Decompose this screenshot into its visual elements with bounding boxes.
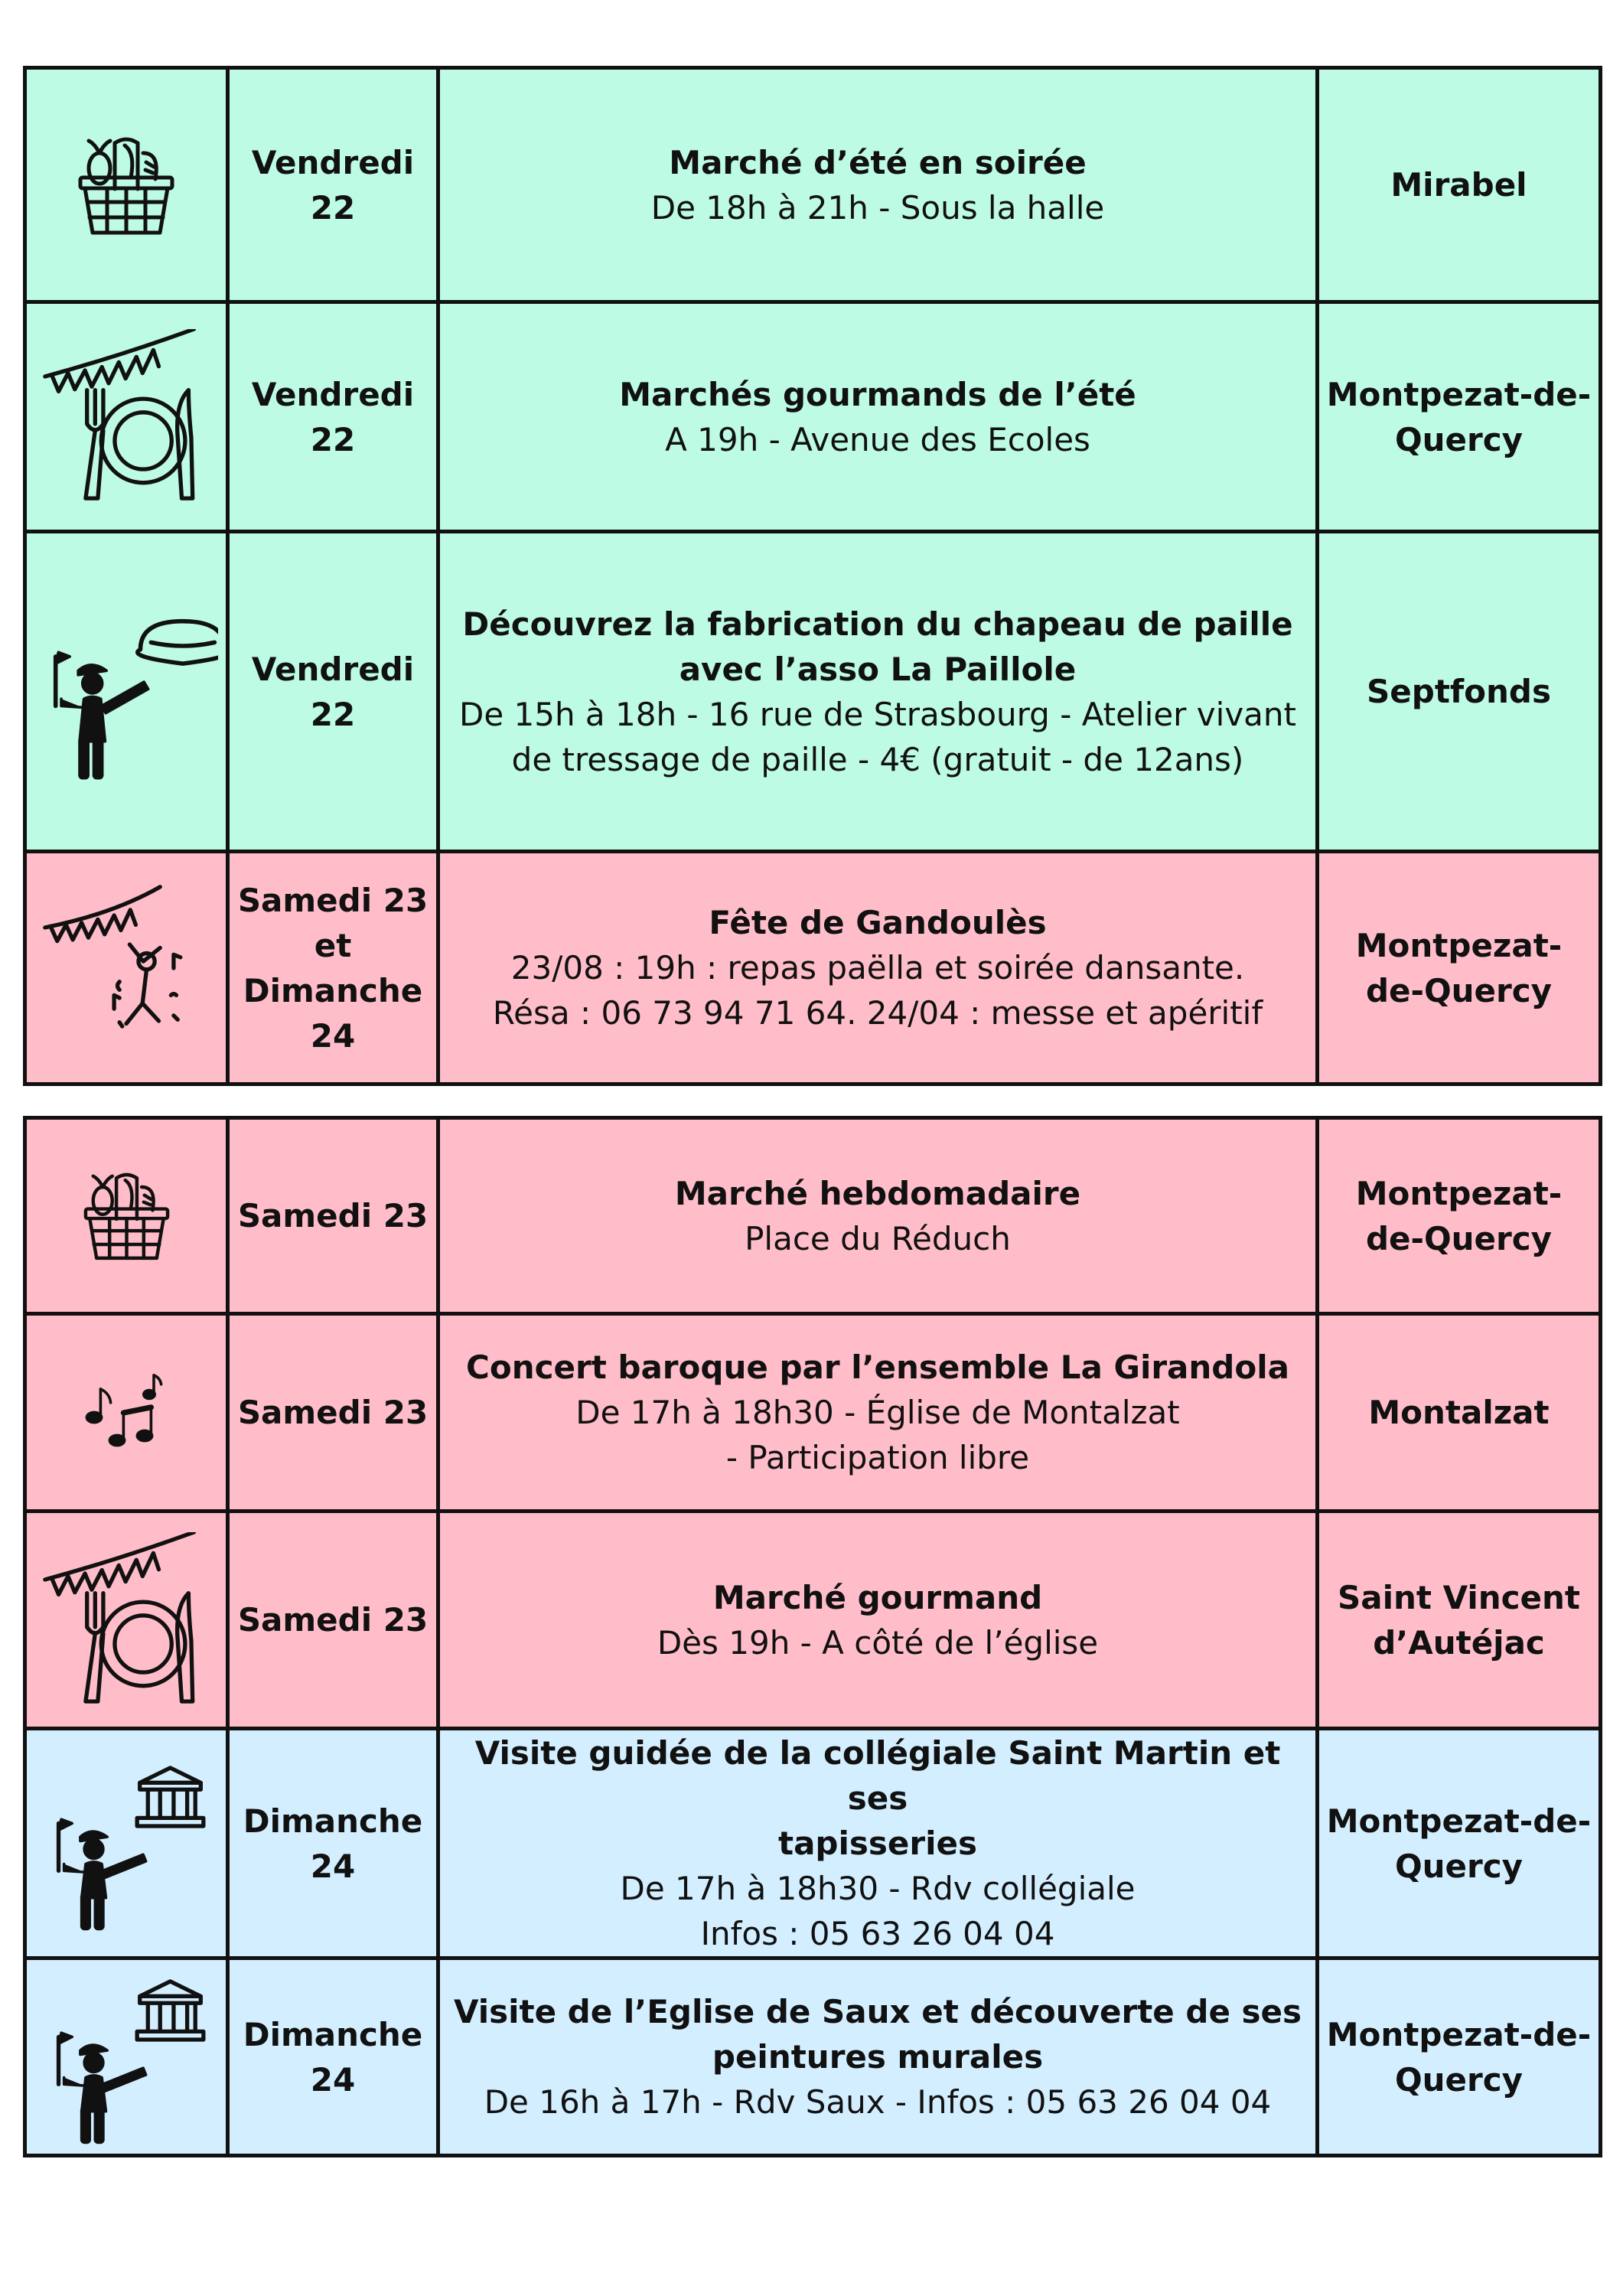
- event-location: Mirabel: [1318, 68, 1601, 302]
- event-icon-cell: [25, 1512, 228, 1729]
- event-location: Montpezat-de- Quercy: [1318, 1958, 1601, 2156]
- event-location: Montpezat- de-Quercy: [1318, 1118, 1601, 1314]
- event-title: Marchés gourmands de l’été: [619, 375, 1136, 413]
- event-description: [438, 68, 1318, 302]
- event-details-line2: Résa : 06 73 94 71 64. 24/04 : messe et apéritif: [492, 994, 1263, 1032]
- event-location: Septfonds: [1318, 532, 1601, 852]
- event-title-line2: avec l’asso La Paillole: [679, 650, 1077, 688]
- event-row: [25, 852, 1601, 1084]
- market-basket-icon: [73, 132, 180, 239]
- event-details-line2: Infos : 05 63 26 04 04: [700, 1915, 1055, 1952]
- event-date: Dimanche 24: [228, 1729, 438, 1958]
- events-table-bottom: [23, 1116, 1602, 2157]
- event-row: [25, 1314, 1601, 1512]
- event-icon-cell: [25, 68, 228, 302]
- event-description: [438, 1118, 1318, 1314]
- event-title: Marché hebdomadaire: [674, 1174, 1081, 1212]
- event-description: [438, 532, 1318, 852]
- event-details: 23/08 : 19h : repas paëlla et soirée dansante.: [510, 949, 1245, 987]
- event-description: [438, 302, 1318, 532]
- event-icon-cell: [25, 1118, 228, 1314]
- event-description: [438, 1512, 1318, 1729]
- event-details: De 17h à 18h30 - Rdv collégiale: [620, 1870, 1136, 1907]
- event-description: [438, 1729, 1318, 1958]
- gourmet-plate-icon: [38, 1532, 214, 1708]
- guide-hat-icon: [34, 600, 218, 784]
- event-row: [25, 1958, 1601, 2156]
- event-row: [25, 68, 1601, 302]
- music-notes-icon: [80, 1367, 172, 1459]
- event-date: Dimanche 24: [228, 1958, 438, 2156]
- event-title: Visite de l’Eglise de Saux et découverte de ses: [453, 1993, 1302, 2030]
- event-title: Marché gourmand: [712, 1578, 1043, 1616]
- event-title-line2: tapisseries: [778, 1825, 977, 1862]
- market-basket-icon: [79, 1168, 174, 1264]
- event-title: Fête de Gandoulès: [709, 904, 1047, 941]
- event-date: Vendredi 22: [228, 532, 438, 852]
- event-details: Dès 19h - A côté de l’église: [657, 1623, 1099, 1662]
- event-location: Montpezat-de- Quercy: [1318, 1729, 1601, 1958]
- event-date: Vendredi 22: [228, 302, 438, 532]
- event-location: Montalzat: [1318, 1314, 1601, 1512]
- event-icon-cell: [25, 532, 228, 852]
- guide-monument-icon: [38, 1969, 214, 2145]
- event-details: De 15h à 18h - 16 rue de Strasbourg - Atelier vivant: [458, 695, 1296, 733]
- guide-monument-icon: [38, 1756, 214, 1932]
- event-description: [438, 1958, 1318, 2156]
- event-icon-cell: [25, 852, 228, 1084]
- event-row: [25, 302, 1601, 532]
- event-description: [438, 1314, 1318, 1512]
- party-dancer-icon: [38, 880, 214, 1056]
- event-row: [25, 1729, 1601, 1958]
- gourmet-plate-icon: [38, 329, 214, 505]
- event-details: Place du Réduch: [745, 1219, 1011, 1257]
- event-details: De 16h à 17h - Rdv Saux - Infos : 05 63 26 04 04: [484, 2083, 1272, 2121]
- event-title: Visite guidée de la collégiale Saint Martin et ses: [474, 1734, 1281, 1817]
- event-row: [25, 1512, 1601, 1729]
- event-title: Concert baroque par l’ensemble La Girandola: [466, 1349, 1289, 1386]
- event-date: Samedi 23: [228, 1118, 438, 1314]
- event-date: Samedi 23: [228, 1512, 438, 1729]
- event-description: [438, 852, 1318, 1084]
- event-date: Samedi 23: [228, 1314, 438, 1512]
- event-details: De 17h à 18h30 - Église de Montalzat: [575, 1394, 1180, 1431]
- events-table-top: [23, 66, 1602, 1086]
- event-details-line2: de tressage de paille - 4€ (gratuit - de 12ans): [511, 740, 1244, 778]
- event-icon-cell: [25, 1729, 228, 1958]
- event-details: A 19h - Avenue des Ecoles: [665, 420, 1090, 458]
- event-date: Vendredi 22: [228, 68, 438, 302]
- event-row: [25, 532, 1601, 852]
- event-row: [25, 1118, 1601, 1314]
- event-title-line2: peintures murales: [712, 2038, 1044, 2076]
- event-icon-cell: [25, 1958, 228, 2156]
- event-title: Découvrez la fabrication du chapeau de paille: [462, 605, 1293, 643]
- event-location: Montpezat- de-Quercy: [1318, 852, 1601, 1084]
- event-title: Marché d’été en soirée: [669, 143, 1087, 181]
- event-location: Saint Vincent d’Autéjac: [1318, 1512, 1601, 1729]
- event-icon-cell: [25, 302, 228, 532]
- event-details-line2: - Participation libre: [725, 1439, 1030, 1476]
- event-details: De 18h à 21h - Sous la halle: [650, 188, 1105, 227]
- event-date: Samedi 23 et Dimanche 24: [228, 852, 438, 1084]
- event-icon-cell: [25, 1314, 228, 1512]
- event-location: Montpezat-de- Quercy: [1318, 302, 1601, 532]
